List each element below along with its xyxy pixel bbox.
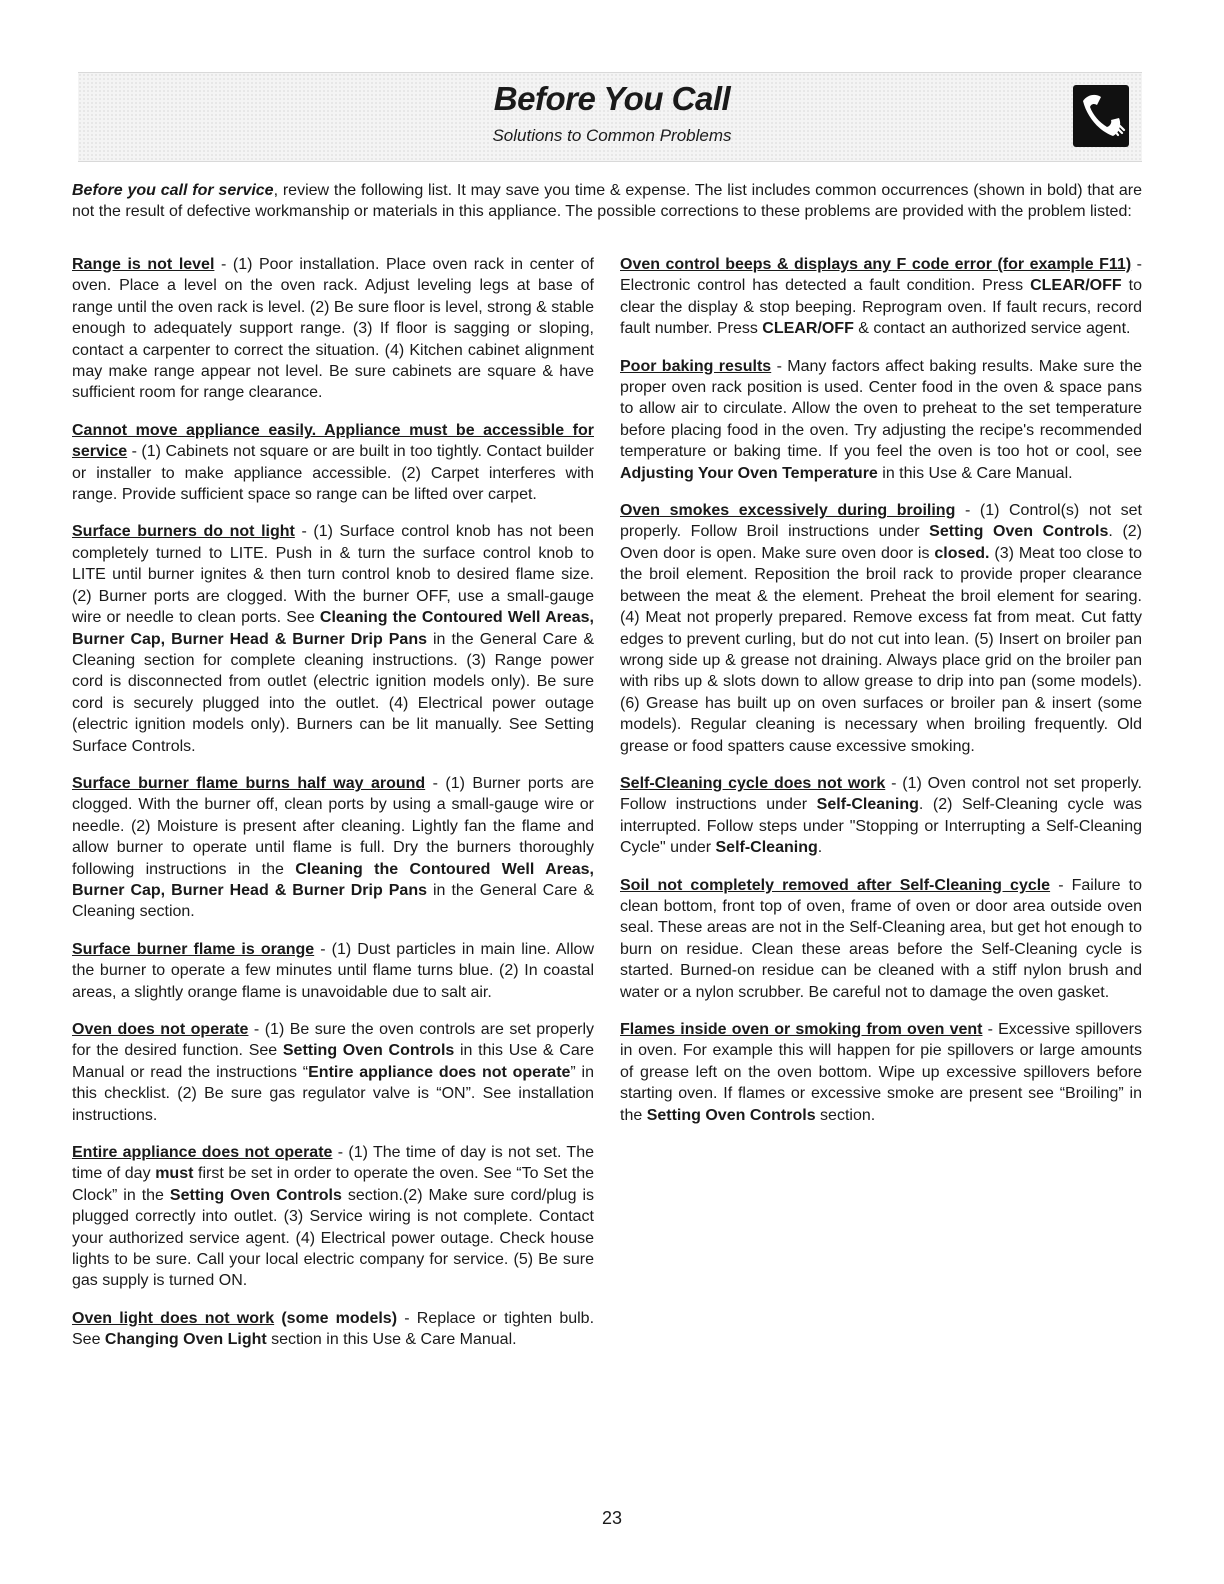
problem-text: - (1) Cabinets not square or are built in too tightly. Contact builder or installer to make appliance accessible. (2) Carpet interferes with range. Provide sufficient space so range can be lifted over carpet.: [72, 443, 594, 504]
problem-heading: Cannot move appliance easily. Appliance must be accessible for service: [72, 421, 594, 461]
problem-emphasis: Entire appliance does not operate: [308, 1063, 571, 1081]
problem-heading: Oven smokes excessively during broiling: [620, 502, 956, 520]
left-column: [72, 254, 594, 1367]
problem-text: first be set in order to operate the oven. See “To Set the Clock” in the: [72, 1165, 595, 1204]
problem-emphasis: CLEAR/OFF: [762, 320, 854, 338]
problem-item: [72, 1308, 594, 1351]
problem-item: [620, 356, 1142, 484]
problem-heading: Entire appliance does not operate: [72, 1144, 333, 1162]
problem-qualifier: (some models): [274, 1309, 398, 1327]
problem-heading: Self-Cleaning cycle does not work: [620, 774, 886, 792]
intro-text: , review the following list. It may save you time & expense. The list includes common occurrences (shown in bold) that are not the result of defective workmanship or materials in this appliance. The possible corrections to these problems are provided with the problem listed:: [72, 182, 1142, 220]
problem-emphasis: Setting Oven Controls: [646, 1106, 816, 1124]
problem-text: - Replace or tighten bulb. See: [72, 1309, 595, 1349]
page-number: 23: [601, 1508, 623, 1528]
problem-text: in this Use & Care Manual.: [877, 464, 1073, 482]
problem-emphasis: Adjusting Your Oven Temperature: [620, 464, 878, 482]
problem-text: . (2) Self-Cleaning cycle was interrupted. Follow steps under "Stopping or Interrupting a Self-Cleaning Cycle" under: [620, 796, 1142, 857]
problem-item: [620, 1019, 1142, 1126]
problem-heading: Surface burners do not light: [72, 523, 295, 541]
problem-text: - (1) Dust particles in main line. Allow the burner to operate a few minutes until flame turns blue. (2) In coastal areas, a slightly orange flame is unavoidable due to salt air.: [72, 940, 594, 1001]
problem-heading: Oven control beeps & displays any F code error (for example F11): [620, 256, 1132, 273]
problem-text: in the General Care & Cleaning section for complete cleaning instructions. (3) Range power cord is disconnected from outlet (electric ignition models only). Be sure cord is securely plugged into the outlet. (4) Electrical power outage (electric ignition models only). Burners can be lit manually. See Setting Surface Controls.: [72, 630, 594, 755]
problem-emphasis: Setting Oven Controls: [282, 1042, 455, 1060]
phone-handset-icon: [1073, 85, 1129, 147]
problem-text: - Electronic control has detected a fault condition. Press: [620, 256, 1142, 295]
problem-item: [620, 773, 1142, 859]
problem-text: - (1) Poor installation. Place oven rack in center of oven. Place a level on the oven rack. Adjust leveling legs at base of range until the oven rack is level. (2) Be sure floor is level, strong & stable enough to adequately support range. (3) If floor is sagging or sloping, contact a carpenter to correct the situation. (4) Kitchen cabinet alignment may make range appear not level. Be sure cabinets are square & have sufficient room for range clearance.: [72, 256, 594, 402]
problem-heading: Poor baking results: [620, 357, 772, 375]
page-subtitle: Solutions to Common Problems: [492, 126, 732, 145]
problem-text: in this Use & Care Manual or read the instructions “: [72, 1042, 594, 1081]
problem-heading: Surface burner flame is orange: [72, 940, 315, 958]
problem-text: - (1) The time of day is not set. The time of day: [72, 1144, 594, 1183]
problem-text: - (1) Be sure the oven controls are set properly for the desired function. See: [72, 1021, 594, 1060]
problem-text: .: [817, 839, 823, 857]
problem-item: [72, 939, 594, 1003]
problem-item: [72, 773, 594, 923]
problem-emphasis: Cleaning the Contoured Well Areas, Burner Cap, Burner Head & Burner Drip Pans: [72, 860, 594, 899]
problem-text: - Failure to clean bottom, front top of oven, frame of oven or door area outside oven seal. These areas are not in the Self-Cleaning area, but get hot enough to burn on residue. Clean these areas before the Self-Cleaning cycle is started. Burned-on residue can be cleaned with a stiff nylon brush and water or a nylon scrubber. Be careful not to damage the oven gasket.: [620, 876, 1142, 1001]
problem-text: ” in this checklist. (2) Be sure gas regulator valve is “ON”. See installation instructions.: [72, 1063, 594, 1124]
problem-item: [620, 875, 1142, 1003]
problem-item: [620, 500, 1142, 757]
problem-heading: Range is not level: [72, 256, 215, 273]
problem-text: - (1) Control(s) not set properly. Follow Broil instructions under: [620, 502, 1142, 541]
problem-text: - (1) Burner ports are clogged. With the burner off, clean ports by using a small-gauge wire or needle. (2) Moisture is present after cleaning. Lightly fan the flame and allow burner to operate until flame is full. Dry the burners thoroughly following instructions in the: [72, 774, 595, 878]
right-column: [620, 254, 1142, 1142]
problem-item: [72, 521, 594, 756]
problem-emphasis: Self-Cleaning: [816, 796, 919, 814]
intro-paragraph: [72, 180, 1142, 222]
problem-heading: Soil not completely removed after Self-Cleaning cycle: [620, 876, 1051, 894]
problem-item: [72, 1142, 594, 1292]
problem-heading: Oven light does not work: [72, 1309, 275, 1327]
problem-text: section in this Use & Care Manual.: [266, 1331, 517, 1349]
problem-emphasis: Self-Cleaning: [715, 839, 818, 857]
problem-emphasis: Cleaning the Contoured Well Areas, Burner Cap, Burner Head & Burner Drip Pans: [72, 609, 594, 648]
problem-text: to clear the display & stop beeping. Reprogram oven. If fault recurs, record fault number. Press: [620, 277, 1142, 338]
problem-text: (3) Meat too close to the broil element. Reposition the broil rack to provide proper clearance between the meat & the element. Preheat the broil element for searing. (4) Meat not properly prepared. Remove excess fat from meat. Cut fatty edges to prevent curling, but do not cut into lean. (5) Insert on broiler pan wrong side up & grease not draining. Always place grid on the broiler pan with ribs up & slots down to allow grease to drip into pan (some models). (6) Grease has built up on oven surfaces or broiler pan & insert (some models). Regular cleaning is necessary when broiling frequently. Old grease or food spatters cause excessive smoking.: [620, 544, 1142, 755]
problem-text: - Excessive spillovers in oven. For example this will happen for pie spillovers or large amounts of grease left on the oven bottom. Wipe up excessive spillovers before starting oven. If flames or excessive smoke are present see “Broiling” in the: [620, 1021, 1143, 1124]
problem-text: - (1) Surface control knob has not been completely turned to LITE. Push in & turn the surface control knob to LITE until burner ignites & then turn control knob to desired flame size. (2) Burner ports are clogged. With the burner OFF, use a small-gauge wire or needle to clean ports. See: [72, 523, 594, 627]
problem-emphasis: must: [155, 1165, 194, 1183]
problem-text: section.: [815, 1106, 876, 1124]
problem-text: . (2) Oven door is open. Make sure oven door is: [620, 523, 1142, 562]
problem-emphasis: Setting Oven Controls: [929, 523, 1109, 541]
problem-item: [620, 254, 1142, 340]
problem-item: [72, 254, 594, 404]
problem-text: in the General Care & Cleaning section.: [72, 881, 594, 921]
problem-text: - (1) Oven control not set properly. Follow instructions under: [620, 774, 1142, 814]
problem-item: [72, 420, 594, 506]
problem-emphasis: closed.: [934, 544, 990, 562]
page-title: Before You Call: [493, 80, 731, 117]
problem-emphasis: Changing Oven Light: [104, 1331, 267, 1349]
problem-heading: Oven does not operate: [72, 1021, 249, 1038]
problem-heading: Surface burner flame burns half way around: [72, 774, 426, 792]
problem-text: section.(2) Make sure cord/plug is plugged correctly into outlet. (3) Service wiring is not complete. Contact your authorized service agent. (4) Electrical power outage. Check house lights to be sure. Call your local electric company for service. (5) Be sure gas supply is turned ON.: [72, 1186, 594, 1290]
problem-text: & contact an authorized service agent.: [853, 320, 1131, 338]
problem-emphasis: Setting Oven Controls: [169, 1186, 342, 1204]
problem-emphasis: CLEAR/OFF: [1030, 277, 1122, 295]
intro-lead: Before you call for service: [72, 182, 274, 199]
problem-item: [72, 1019, 594, 1126]
problem-text: - Many factors affect baking results. Make sure the proper oven rack position is used. Center food in the oven & space pans to allow air to circulate. Allow the oven to preheat to the set temperature before placing food in the oven. Try adjusting the recipe's recommended temperature or baking time. If you feel the oven is too hot or cool, see: [620, 357, 1142, 461]
problem-heading: Flames inside oven or smoking from oven vent: [620, 1021, 983, 1038]
